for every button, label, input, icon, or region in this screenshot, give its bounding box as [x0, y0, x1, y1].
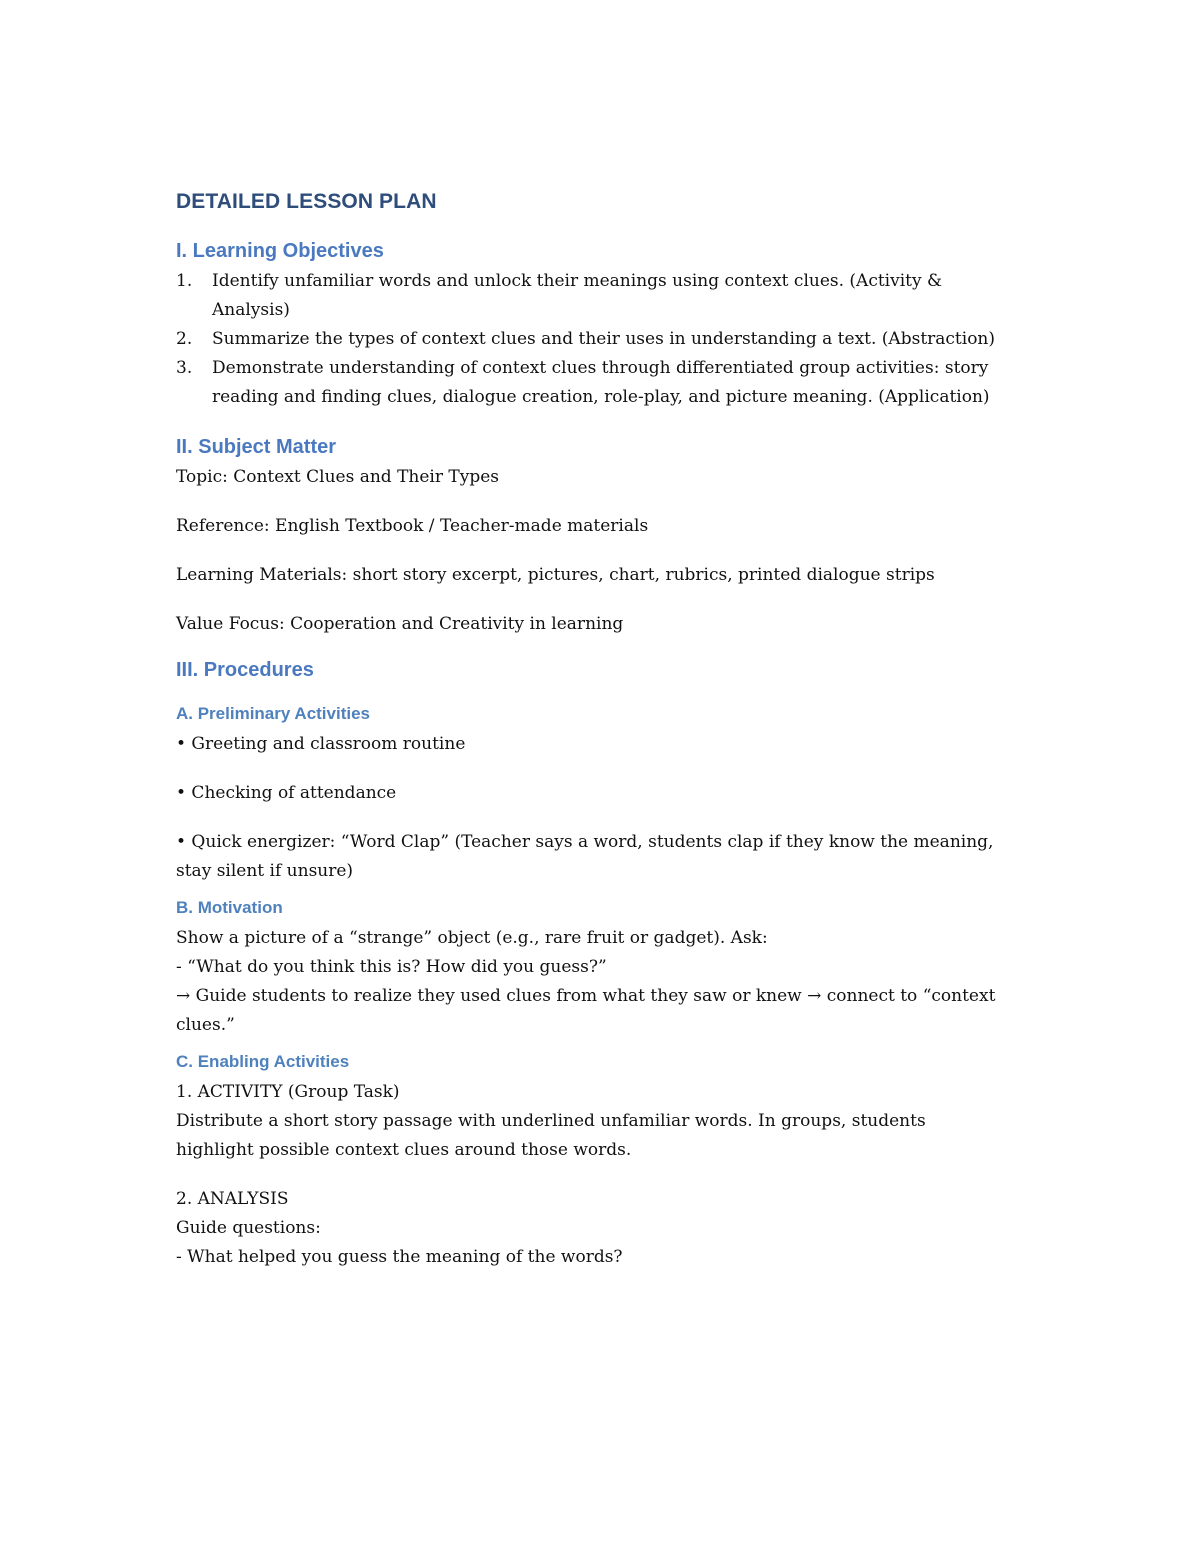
motivation-line: - “What do you think this is? How did you guess?”	[176, 957, 607, 977]
objective-number: 1.	[176, 271, 193, 291]
preliminary-item: • Greeting and classroom routine	[176, 734, 466, 754]
activity-label: 1. ACTIVITY (Group Task)	[176, 1082, 400, 1102]
analysis-question: - What helped you guess the meaning of the words?	[176, 1247, 623, 1267]
objective-number: 2.	[176, 329, 193, 349]
preliminary-heading: A. Preliminary Activities	[176, 704, 371, 723]
analysis-label: 2. ANALYSIS	[176, 1189, 289, 1209]
analysis-subheading: Guide questions:	[176, 1218, 321, 1238]
objective-item	[176, 354, 1006, 412]
subject-matter-heading: II. Subject Matter	[176, 436, 337, 458]
motivation-line: Show a picture of a “strange” object (e.g., rare fruit or gadget). Ask:	[176, 928, 768, 948]
objective-number: 3.	[176, 358, 193, 378]
objective-text: Summarize the types of context clues and their uses in understanding a text. (Abstraction)	[212, 329, 996, 349]
preliminary-item: • Checking of attendance	[176, 783, 397, 803]
preliminary-item: • Quick energizer: “Word Clap” (Teacher says a word, students clap if they know the meaning, stay silent if unsure)	[176, 832, 994, 881]
objective-text: Demonstrate understanding of context clues through differentiated group activities: story reading and finding clues, dialogue creation, role-play, and picture meaning. (Application)	[212, 358, 990, 407]
subject-value-focus: Value Focus: Cooperation and Creativity in learning	[176, 614, 624, 634]
document-title: DETAILED LESSON PLAN	[176, 190, 437, 213]
objective-text: Identify unfamiliar words and unlock their meanings using context clues. (Activity & Analysis)	[212, 271, 943, 320]
subject-topic: Topic: Context Clues and Their Types	[176, 467, 500, 487]
motivation-line: → Guide students to realize they used clues from what they saw or knew → connect to “context clues.”	[176, 986, 996, 1035]
activity-text: Distribute a short story passage with underlined unfamiliar words. In groups, students highlight possible context clues around those words.	[176, 1111, 926, 1160]
enabling-heading: C. Enabling Activities	[176, 1052, 350, 1071]
lesson-plan-page	[176, 190, 1006, 1272]
objectives-list	[176, 267, 1006, 412]
objectives-heading: I. Learning Objectives	[176, 240, 384, 262]
subject-reference: Reference: English Textbook / Teacher-made materials	[176, 516, 649, 536]
motivation-heading: B. Motivation	[176, 898, 283, 917]
objective-item	[176, 325, 1006, 354]
objective-item	[176, 267, 1006, 325]
subject-materials: Learning Materials: short story excerpt, pictures, chart, rubrics, printed dialogue strips	[176, 565, 935, 585]
procedures-heading: III. Procedures	[176, 659, 314, 681]
